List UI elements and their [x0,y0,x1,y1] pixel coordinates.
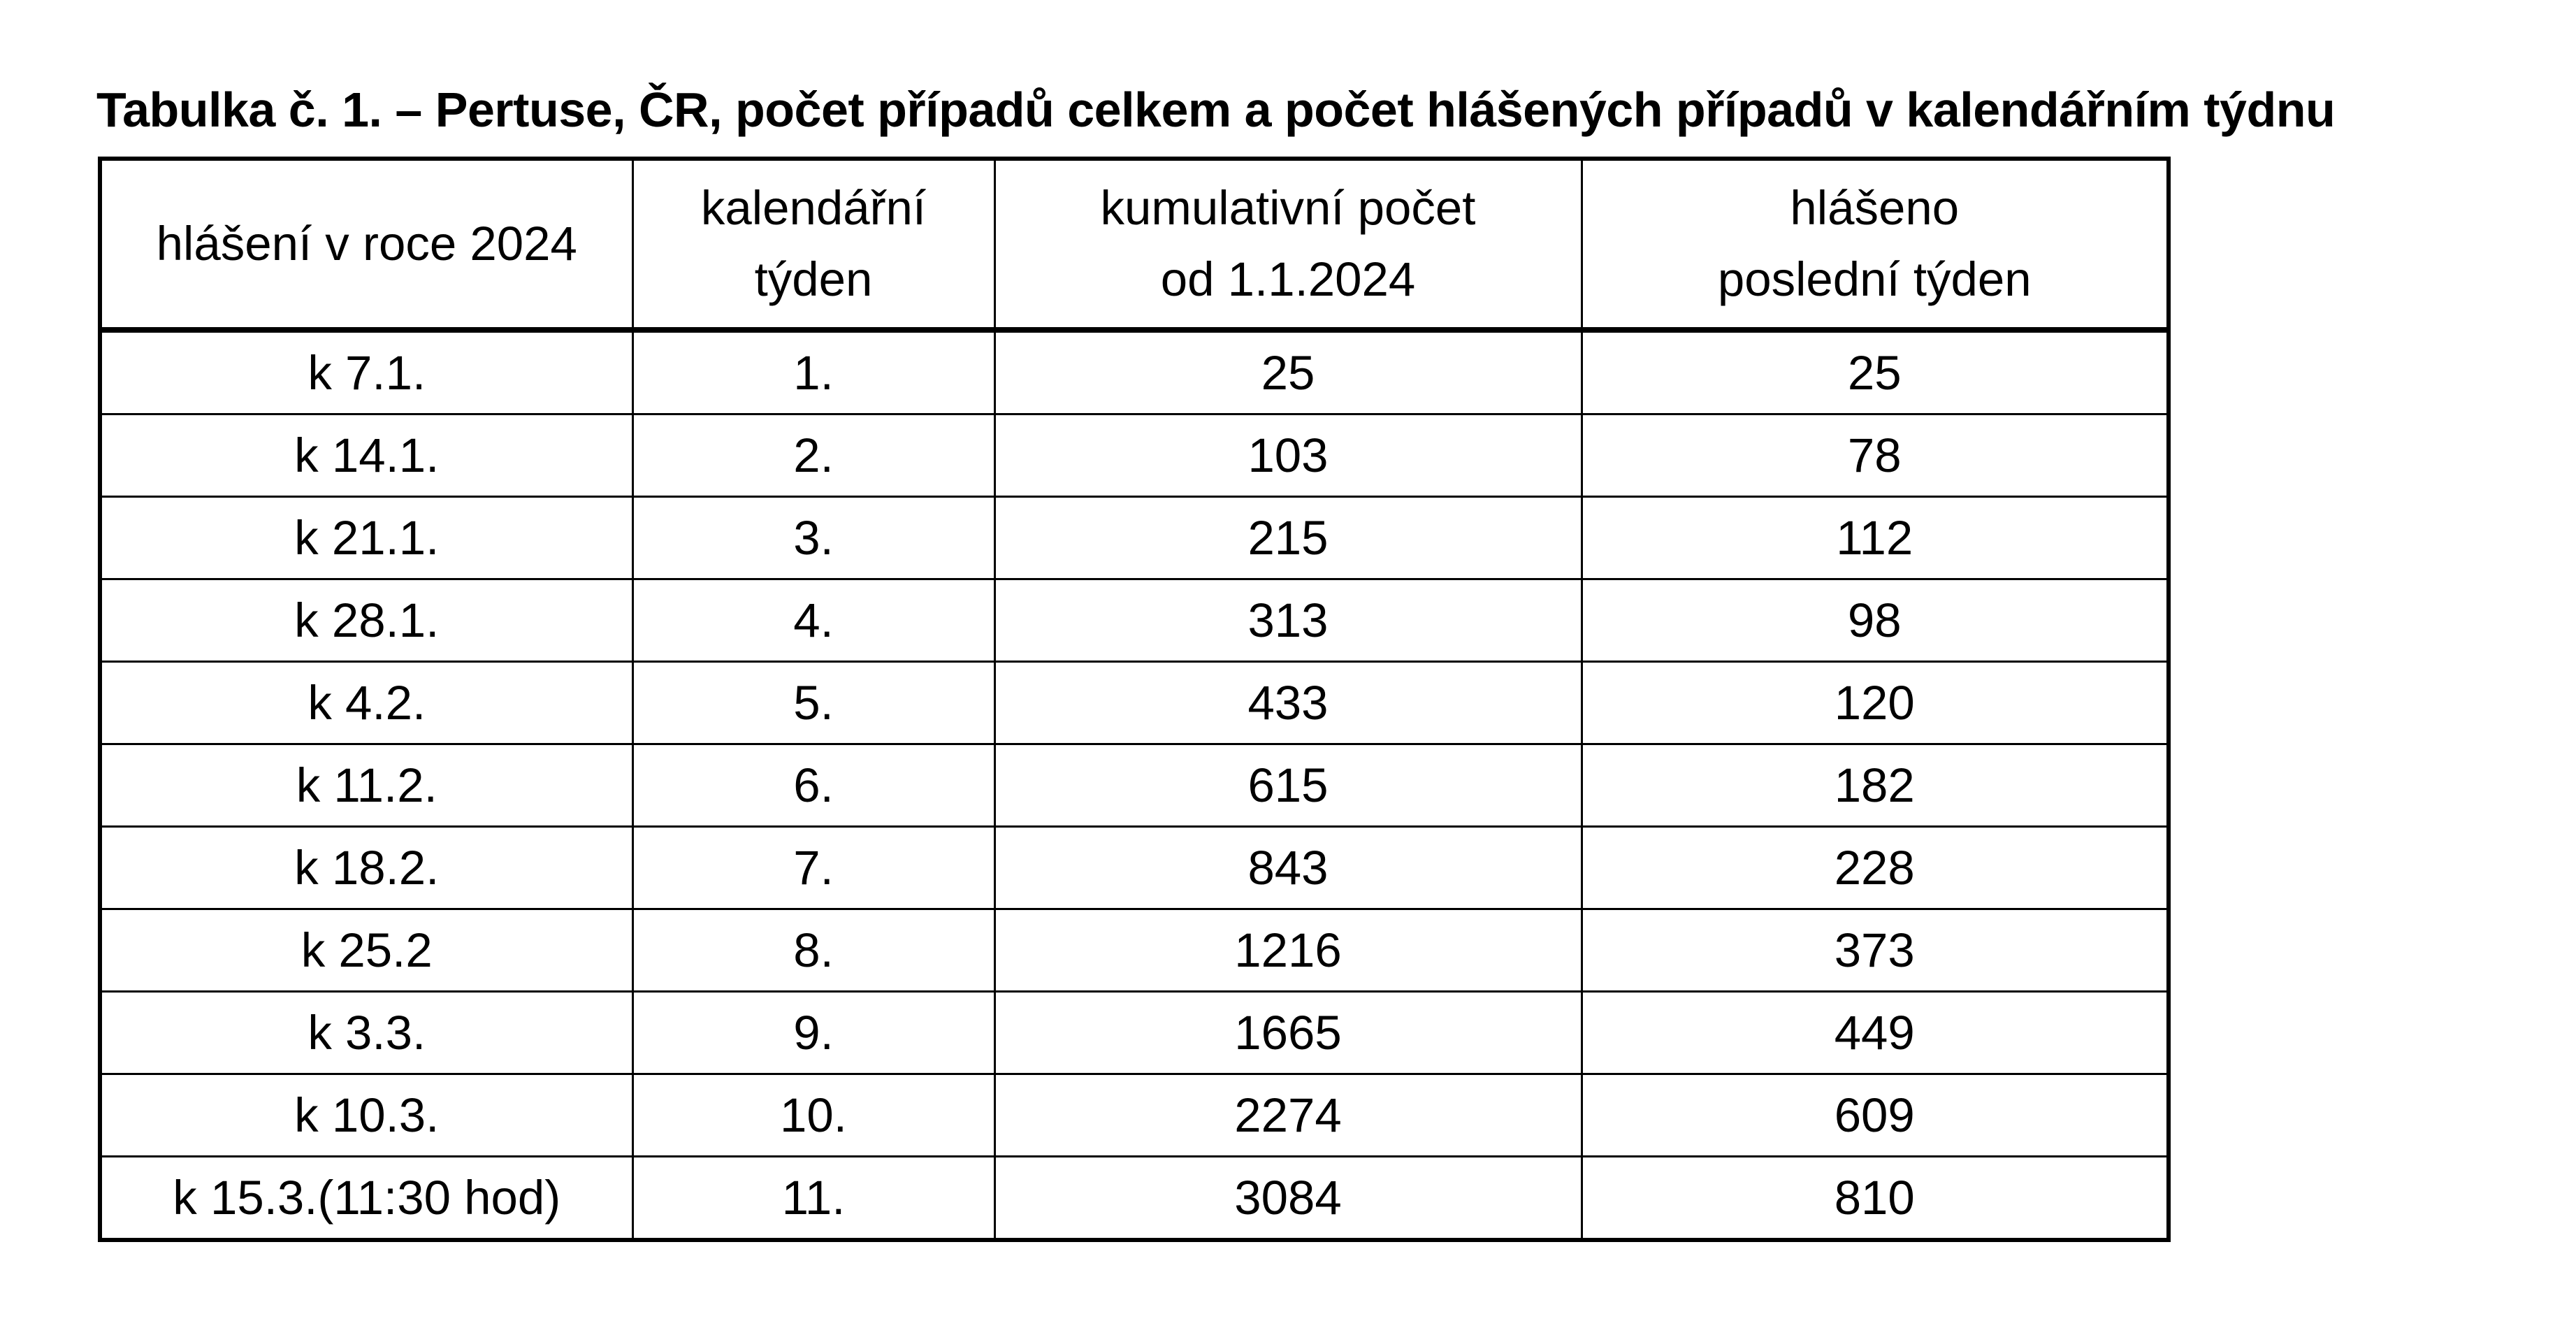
cell-reported-last-week: 182 [1582,744,2169,827]
header-reported-last-week-line-1: hlášeno [1790,181,1960,235]
cell-calendar-week: 7. [632,827,994,909]
cell-cumulative-count: 615 [994,744,1582,827]
cell-calendar-week: 3. [632,497,994,579]
table-header-row [100,159,2169,330]
cell-calendar-week: 1. [632,330,994,414]
cell-cumulative-count: 103 [994,414,1582,497]
table-row [100,1157,2169,1241]
header-cumulative-count-line-1: kumulativní počet [1100,181,1476,235]
cell-cumulative-count: 433 [994,662,1582,744]
header-calendar-week-line-2: týden [754,252,873,306]
cell-cumulative-count: 3084 [994,1157,1582,1241]
table-row [100,497,2169,579]
cell-reported-last-week: 373 [1582,909,2169,992]
table-row [100,909,2169,992]
cell-report-date: k 3.3. [100,992,632,1074]
cell-report-date: k 10.3. [100,1074,632,1157]
cell-cumulative-count: 313 [994,579,1582,662]
header-cumulative-count-line-2: od 1.1.2024 [1160,252,1416,306]
pertussis-cases-table [98,157,2171,1242]
header-cumulative-count [994,159,1582,330]
table-row [100,827,2169,909]
table-caption: Tabulka č. 1. – Pertuse, ČR, počet případů celkem a počet hlášených případů v kalendářním týdnu [96,82,2336,137]
cell-report-date: k 18.2. [100,827,632,909]
cell-calendar-week: 8. [632,909,994,992]
cell-reported-last-week: 25 [1582,330,2169,414]
cell-reported-last-week: 228 [1582,827,2169,909]
cell-cumulative-count: 843 [994,827,1582,909]
cell-calendar-week: 2. [632,414,994,497]
cell-calendar-week: 11. [632,1157,994,1241]
header-reported-last-week-line-2: poslední týden [1717,252,2032,306]
cell-calendar-week: 6. [632,744,994,827]
cell-reported-last-week: 449 [1582,992,2169,1074]
cell-reported-last-week: 810 [1582,1157,2169,1241]
cell-cumulative-count: 2274 [994,1074,1582,1157]
cell-report-date: k 25.2 [100,909,632,992]
cell-reported-last-week: 112 [1582,497,2169,579]
table-row [100,662,2169,744]
table-row [100,414,2169,497]
table-row [100,330,2169,414]
table-row [100,744,2169,827]
cell-reported-last-week: 78 [1582,414,2169,497]
header-calendar-week-line-1: kalendářní [700,181,927,235]
cell-report-date: k 7.1. [100,330,632,414]
cell-calendar-week: 9. [632,992,994,1074]
cell-reported-last-week: 609 [1582,1074,2169,1157]
header-reported-last-week [1582,159,2169,330]
header-report-date [100,159,632,330]
cell-report-date: k 15.3.(11:30 hod) [100,1157,632,1241]
header-calendar-week [632,159,994,330]
cell-cumulative-count: 1665 [994,992,1582,1074]
table-row [100,992,2169,1074]
table-body [100,330,2169,1240]
cell-cumulative-count: 215 [994,497,1582,579]
header-report-date-line-1: hlášení v roce 2024 [156,217,577,270]
cell-report-date: k 28.1. [100,579,632,662]
cell-cumulative-count: 25 [994,330,1582,414]
cell-reported-last-week: 120 [1582,662,2169,744]
cell-report-date: k 11.2. [100,744,632,827]
cell-report-date: k 14.1. [100,414,632,497]
table-row [100,579,2169,662]
table-row [100,1074,2169,1157]
cell-report-date: k 4.2. [100,662,632,744]
cell-report-date: k 21.1. [100,497,632,579]
cell-calendar-week: 5. [632,662,994,744]
cell-calendar-week: 10. [632,1074,994,1157]
cell-calendar-week: 4. [632,579,994,662]
cell-reported-last-week: 98 [1582,579,2169,662]
cell-cumulative-count: 1216 [994,909,1582,992]
